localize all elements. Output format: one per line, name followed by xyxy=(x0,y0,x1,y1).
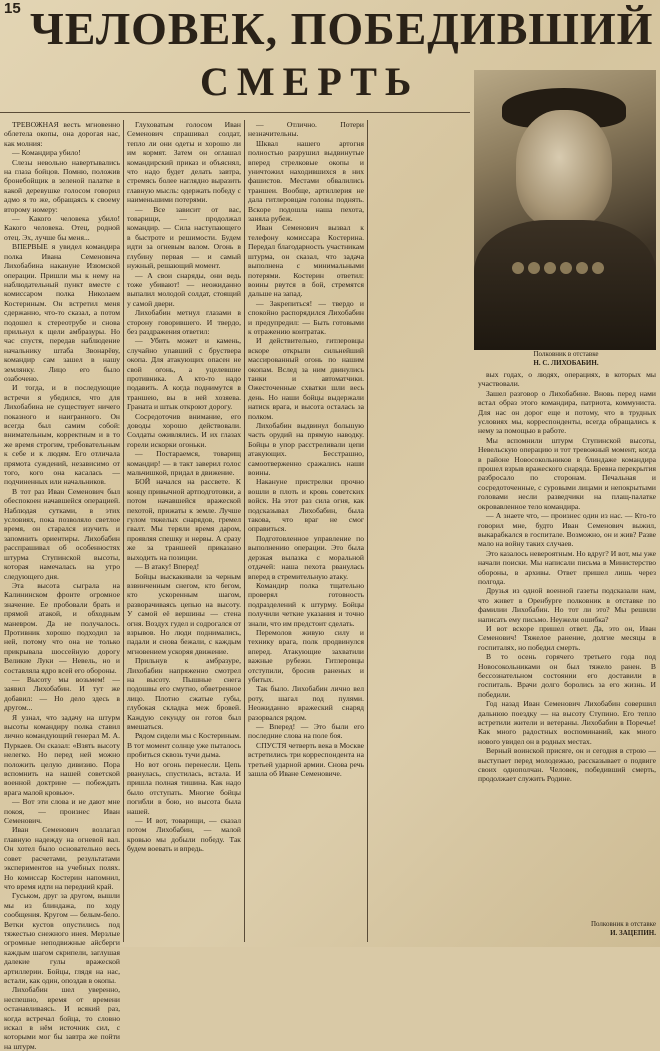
article-paragraph: Подготовленное управление по выполнению операции. Это была дерзкая вылазка с моральной отдачей: наша пехота рванулась вперед в стремительную атаку. xyxy=(248,533,364,581)
page-number: 15 xyxy=(4,0,21,17)
article-paragraph: Лихобабин выдвинул большую часть орудий на прямую наводку. Бойцы в упор расстреливали цепи атакующих. Бесстрашно, самоотверженно сражались наши воины. xyxy=(248,421,364,478)
article-paragraph: — Отлично. Потери незначительны. xyxy=(248,120,364,139)
article-paragraph: — В атаку! Вперед! xyxy=(135,562,200,572)
article-paragraph: Накануне пристрелки прочно вошли в плоть и кровь советских войск. На этот раз сила огня, как подсказывал Лихобабин, была такова, что враг не смог оправиться. xyxy=(248,477,364,534)
article-paragraph: Шквал нашего артогня полностью разрушил выдвинутые вперед стрелковые окопы и уничтожил находившихся в них фашистов. Местами обвалились траншеи. Вообще, артиллерия не дала гитлеровцам головы поднять. Вскоре подошла наша пехота, заняла рубеж. xyxy=(248,138,364,224)
article-paragraph: Но вот огонь перенесли. Цепь рванулась, спустилась, встала. И пришла полная тишина. Как надо было отступать. Многие бойцы погибли в бою, но высота была нашей. xyxy=(127,759,241,816)
article-paragraph: ТРЕВОЖНАЯ весть мгновенно облетела окопы, она дорогая нас, как молния: xyxy=(4,120,120,148)
caption-name: Н. С. ЛИХОБАБИН. xyxy=(533,359,599,367)
article-paragraph: Мы вспомнили штурм Ступинской высоты, Невельскую операцию и тот тревожный момент, когда в районе Новосокольников в блиндаже командира прошел взрыв вражеского снаряда. Бревна перекрытия разбросало по сторонам. Печальная и сосредоточенные, с суровыми лицами и непокрытыми головами несли разведчики на плащ-палатке окровавленное тело командира. xyxy=(478,435,656,511)
article-paragraph: И действительно, гитлеровцы вскоре открыли сильнейший массированный огонь по нашим окопам. Вслед за ним двинулись танки и автоматчики. Ожесточенные схватки шли весь день. Но наши бойцы выдержали натиск врага, и высота осталась за полком. xyxy=(248,336,364,421)
article-paragraph: Год назад Иван Семенович Лихобабин совершил дальнюю поездку — на высоту Ступино. Его тепло встретили жители и ветераны. Лихобабин в Поречье! Как много радостных воспоминаний, как много нового увидел он в родных местах. xyxy=(478,699,656,746)
signature-rank: Полковник в отставке xyxy=(590,920,656,928)
article-paragraph: — Вперед! — Это были его последние слова на поле боя. xyxy=(248,722,364,741)
article-paragraph: Командир полка тщательно проверял готовность подразделений к штурму. Бойцы получили четкие указания и точно знали, что им предстоит сделать. xyxy=(248,580,364,628)
article-paragraph: — Постараемся, товарищ командир! — в такт заверил голос мальчишкой, придал в движение. xyxy=(127,449,241,478)
photo-caption xyxy=(478,350,654,368)
article-paragraph: Глуховатым голосом Иван Семенович спрашивал солдат, тепло ли они одеты и хорошо ли им кормят. Затем он оглашал командирский приказ и объяснял, что надо будет делать завтра, стремясь более наглядно выразить главную мысль: одержать победу с наименьшими потерями. xyxy=(127,120,241,205)
article-paragraph: — А знаете что, — произнес один из нас. — Кто-то говорил мне, будто Иван Семенович выжил, выкарабкался в госпитале. Возможно, он и жив? Разве мало на войну таких случаев. xyxy=(478,511,656,549)
article-paragraph: Бойцы выскакивали за черным взвинченным снегом, кто бегом, кто ускоренным шагом, разворачиваясь цепью на высоту. У самой её вершины — стена огня. Воздух гудел и содрогался от взрывов. Но люди поднимались, падали и снова бежали, с каждым мгновением ускоряя движение. xyxy=(127,571,241,656)
article-paragraph: — Убить может и камень, случайно упавший с бруствера окопа. Для атакующих опасен не свой огонь, а уцелевшие противника. А кто-то надо подавить. А когда поднимутся в траншею, вы в ней хозяева. Граната и штык откроют дорогу. xyxy=(127,336,241,412)
author-signature xyxy=(540,920,656,938)
column-divider xyxy=(244,120,245,942)
headline-line2: СМЕРТЬ xyxy=(200,59,420,104)
column-divider xyxy=(123,120,124,942)
article-paragraph: — А свои снаряды, они ведь тоже убивают! — неожиданно выпалил молодой солдат, стоящий у самой двери. xyxy=(127,270,241,308)
medals xyxy=(510,260,620,300)
column-divider xyxy=(367,120,368,942)
article-paragraph: Иван Семенович возлагал главную надежду на огневой вал. Он хотел было основательно весь совет расчетами, результатами экспериментов на учебных полях. Но комиссар Костерин напомнил, что время идти на передний край. xyxy=(4,825,120,891)
article-paragraph: — Закрепиться! — твердо и спокойно распорядился Лихобабин и предупредил: — Быть готовыми к отражению контратак. xyxy=(248,298,364,336)
signature-name: И. ЗАЦЕПИН. xyxy=(610,929,656,937)
article-paragraph: — И вот, товарищи, — сказал потом Лихобабин, — малой кровью мы добыли победу. Так будем воевать и впредь. xyxy=(127,816,241,854)
article-paragraph: — Высоту мы возьмем! — заявил Лихобабин. И тут же добавил: — Но дело здесь в другом... xyxy=(4,674,120,713)
article-paragraph: Перемолов живую силу и технику врага, полк продвинулся вперед. Атакующие захватили важные рубежи. Гитлеровцы отступили, бросив раненых и убитых. xyxy=(248,627,364,684)
article-paragraph: В тот раз Иван Семенович был обеспокоен начавшейся операцией. Наблюдая сутками, в этих условиях, пока позволяло светлое время, он старался изучить и запомнить ориентиры. Лихобабин расспрашивал об особенностях штурма Ступинской высоты, которая намечалась на утро следующего дня. xyxy=(4,486,120,581)
article-paragraph: Сосредоточив внимание, его доводы хорошо действовали. Солдаты оживлялись. И их глазах горели искорки огоньки. xyxy=(127,411,241,449)
article-paragraph: ВПЕРВЫЕ я увидел командира полка Ивана Семеновича Лихобабина накануне Изюмской операции. Пришли мы к нему на наблюдательный пункт вместе с комиссаром полка Николаем Костериным. Он встретил меня сдержанно, что-то сказал, а потом подошел к стереотрубе и снова прильнул к щели амбразуры. Но час спустя, передав наблюдение начальнику штаба Звонарёву, командир сам зашел в нашу землянку. Лицо его было озабочено. xyxy=(4,242,120,383)
article-paragraph: Друзья из одной военной газеты подсказали нам, что живет в Оренбурге полковник в отставке по фамилии Лихобабин. Но тот ли это? Мы решили написать ему письмо. Неужели ошибка? xyxy=(478,586,656,624)
article-paragraph: Лихобабин метнул глазами в сторону говорившего. И твердо, без раздражения ответил: xyxy=(127,308,241,336)
portrait-photo xyxy=(474,70,656,345)
article-paragraph: Верный воинской присяге, он и сегодня в строю — выступает перед молодежью, рассказывает о подвиге своих однополчан. Человек, победивший смерть, продолжает служить Родине. xyxy=(478,746,656,784)
article-paragraph: Иван Семенович вызвал к телефону комиссара Костерина. Передал благодарность участникам штурма, он сказал, что задача выполнена с минимальными потерями. Костерин ответил: воины рвутся в бой, стремятся дальше на запад. xyxy=(248,223,364,299)
article-paragraph: Гуськом, друг за другом, вышли мы из блиндажа, по ходу сообщения. Кругом — белым-бело. Ветки кустов опустились под тяжестью снежного инея. Мерзлые огромные неподвижные айсберги каждым шагом скрипели, заглушая далекие гулы вражеской артиллерии. Бойцы, глядя на нас, встали, как один, опоздав в окопы. xyxy=(4,891,120,985)
article-paragraph: Так было. Лихобабин лично вел роту, шагал под пулями. Неожиданно вражеский снаряд разорвался рядом. xyxy=(248,684,364,722)
article-paragraph: В то осень горячего третьего года под Новосокольниками он был тяжело ранен. В бессознательном состоянии его доставили в госпиталь. Врачи долго боролись за его жизнь. И победили. xyxy=(478,652,656,699)
article-paragraph: — Все зависит от вас, товарищи, — продолжал командир. — Сила наступающего в быстроте и решимости. Будем идти за огневым валом. Огонь в глубину первая — и самый нужный, решающий момент. xyxy=(127,204,241,271)
article-column-4 xyxy=(478,370,656,915)
article-paragraph: Лихобабин шел уверенно, неспешно, время от времени останавливаясь. И всякий раз, когда встречал бойца, то словно искал в нём источник сил, с которыми мог бы завтра же пойти на штурм. xyxy=(4,985,120,1051)
article-paragraph: Я узнал, что задачу на штурм высоты командиру полка ставил лично командующий генерал М. А. Пуркаев. Он сказал: «Взять высоту нелегко. Но перед ней можно положить целую дивизию. Пора вспомнить на нашей советской военной доктрине — побеждать врага малой кровью». xyxy=(4,712,120,797)
article-paragraph: Слезы невольно навертывались на глаза бойцов. Помню, положив бронебойщик в зеленой палатке в какой деревушке голосом говорил адмо я то же, обращаясь к своему второму номеру: xyxy=(4,157,120,214)
article-column-2 xyxy=(127,120,241,942)
divider xyxy=(0,112,470,113)
article-paragraph: Прильнув к амбразуре, Лихобабин напряженно смотрел на высоту. Пышные снега подошвы его смутно, обветренное лицо. Плотно сжатые губы, глубокая складка меж бровей. Каждую секунду он готов был вмешаться. xyxy=(127,656,241,731)
portrait-face xyxy=(516,110,612,228)
headline-line1: ЧЕЛОВЕК, ПОБЕДИВШИЙ xyxy=(30,3,654,54)
article-paragraph: Это казалось невероятным. Но вдруг? И вот, мы уже начали поиски. Мы написали письма в Министерство обороны, в архивы. Ответ пришел лишь через полгода. xyxy=(478,548,656,586)
article-paragraph: — Какого человека убило! Какого человека. Отец, родной отец. Эх, лучше бы меня... xyxy=(4,214,120,242)
article-paragraph: — Вот эти слова и не дают мне покоя, — произнес Иван Семенович. xyxy=(4,797,120,826)
article-paragraph: Рядом сидели мы с Костериным. В тот момент солнце уже пыталось пробиться сквозь тучи дыма. xyxy=(127,731,241,760)
article-paragraph: вых годах, о людях, операциях, в которых мы участвовали. xyxy=(478,370,656,389)
article-paragraph: — Командира убило! xyxy=(12,148,81,158)
article-paragraph: БОЙ начался на рассвете. К концу привычной артподготовки, а потом начавшейся вражеской пехотой, прижаты к земле. Лучше гулом тяжелых снарядов, гремел гвалт. Мы теряли время даром, проявляя спешку и нервы. А сразу же за траншеей приказано выходить на позиции. xyxy=(127,477,241,562)
article-paragraph: Эта высота сыграла на Калининском фронте огромное значение. Ее пробовали брать и прямой атакой, и обходным маневром. Да не получалось. Противник хорошо подходил за ней, потому что она не только прикрывала шоссейную дорогу Великие Луки — Невель, но и составляла ядро всей его обороны. xyxy=(4,580,120,675)
article-column-3 xyxy=(248,120,364,942)
article-paragraph: Зашел разговор о Лихобабине. Вновь перед нами встал образ этого командира, патриота, коммуниста. Для нас он дорог еще и потому, что в трудных условиях мы, корреспонденты, всегда обращались к нему за помощью в работе. xyxy=(478,388,656,436)
article-paragraph: СПУСТЯ четверть века в Москве встретились три корреспондента на третьей ударной армии. Снова речь зашла об Иване Семеновиче. xyxy=(248,740,364,779)
article-paragraph: И вот вскоре пришел ответ. Да, это он, Иван Семенович! Тяжелое ранение, долгие месяцы в госпиталях, но победил смерть. xyxy=(478,623,656,652)
caption-rank: Полковник в отставке xyxy=(533,350,599,358)
article-paragraph: И тогда, и в последующие встречи я убедился, что для Лихобабина не существует ничего показного и наигранного. Он всегда был самим собой: внимательным, корректным и в то же время строгим, требовательным к себе и к людям. Его отличала прямота суждений, независимо от того, кого она касалась — подчиненных или начальников. xyxy=(4,383,120,487)
article-column-1 xyxy=(4,120,120,1051)
